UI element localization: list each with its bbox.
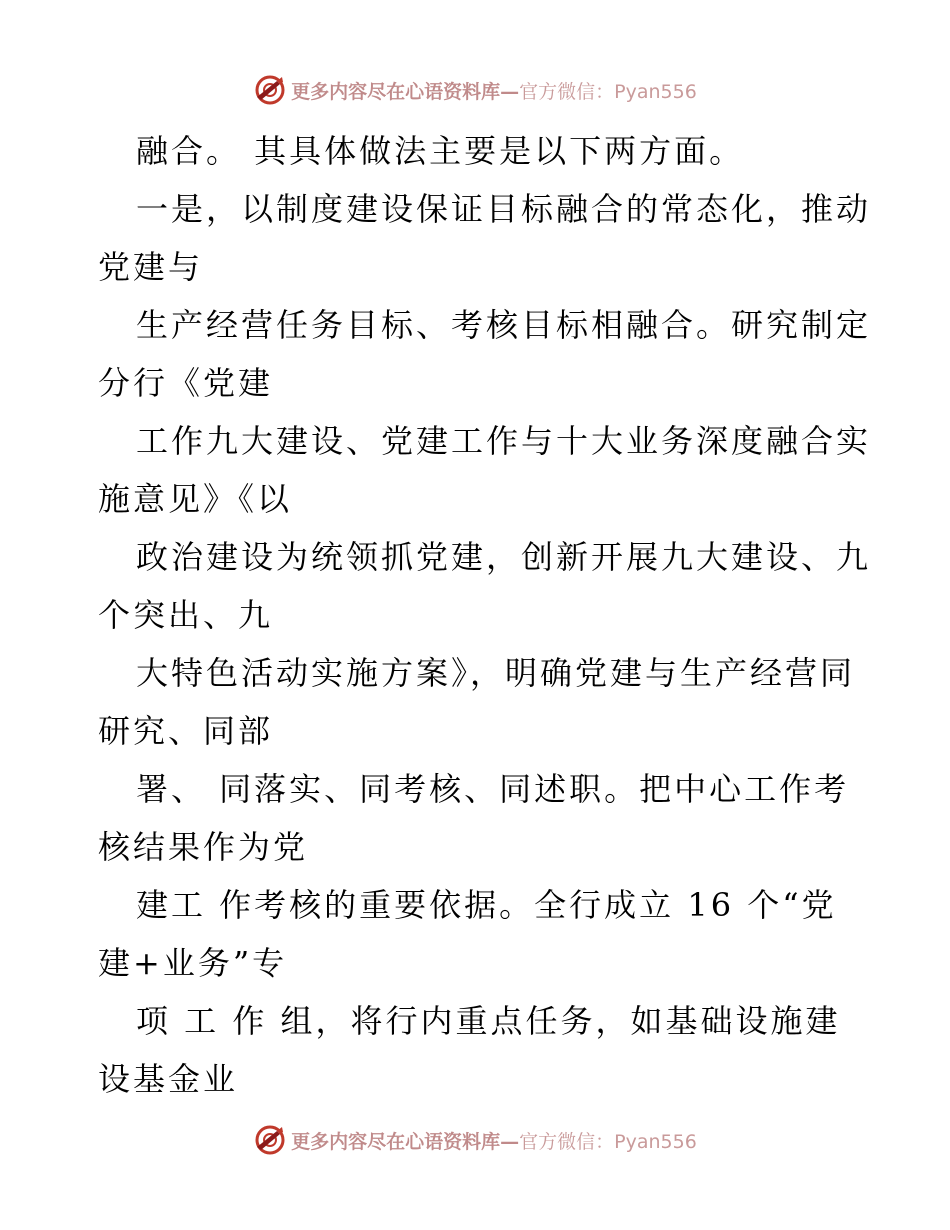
text-line: 大特色活动实施方案》，明确党建与生产经营同 <box>136 654 856 692</box>
footer-banner <box>0 1120 950 1160</box>
header-brand-text <box>291 77 697 104</box>
red-circle-pen-logo-icon <box>253 1123 287 1157</box>
text-line: 建工 作考核的重要依据。全行成立 16 个“党 <box>136 886 837 924</box>
red-circle-pen-logo-icon <box>253 73 287 107</box>
footer-brand-name: 更多内容尽在心语资料库 <box>291 1130 501 1153</box>
header-dash: — <box>500 80 520 103</box>
footer-brand-text <box>291 1127 697 1154</box>
text-line: 核结果作为党 <box>98 828 309 866</box>
header-banner <box>0 70 950 110</box>
footer-dash: — <box>500 1130 520 1153</box>
text-line: 融合。 其具体做法主要是以下两方面。 <box>136 132 745 170</box>
text-line: 建+业务”专 <box>98 944 288 982</box>
document-body <box>98 122 872 1108</box>
header-brand-name: 更多内容尽在心语资料库 <box>291 80 501 103</box>
text-line: 一是，以制度建设保证目标融合的常态化，推动 <box>136 190 872 228</box>
text-line: 研究、同部 <box>98 712 274 750</box>
text-line: 署、 同落实、同考核、同述职。把中心工作考 <box>136 770 850 808</box>
header-wechat-text: 官方微信：Pyan556 <box>519 80 697 103</box>
text-line: 党建与 <box>98 248 204 286</box>
footer-wechat-text: 官方微信：Pyan556 <box>519 1130 697 1153</box>
text-line: 个突出、九 <box>98 596 274 634</box>
text-line: 设基金业 <box>98 1060 239 1098</box>
text-line: 分行《党建 <box>98 364 274 402</box>
text-line: 生产经营任务目标、考核目标相融合。研究制定 <box>136 306 872 344</box>
text-line: 施意见》《以 <box>98 480 293 518</box>
text-line: 政治建设为统领抓党建，创新开展九大建设、九 <box>136 538 872 576</box>
text-line: 项 工 作 组，将行内重点任务，如基础设施建 <box>136 1002 841 1040</box>
text-line: 工作九大建设、党建工作与十大业务深度融合实 <box>136 422 872 460</box>
